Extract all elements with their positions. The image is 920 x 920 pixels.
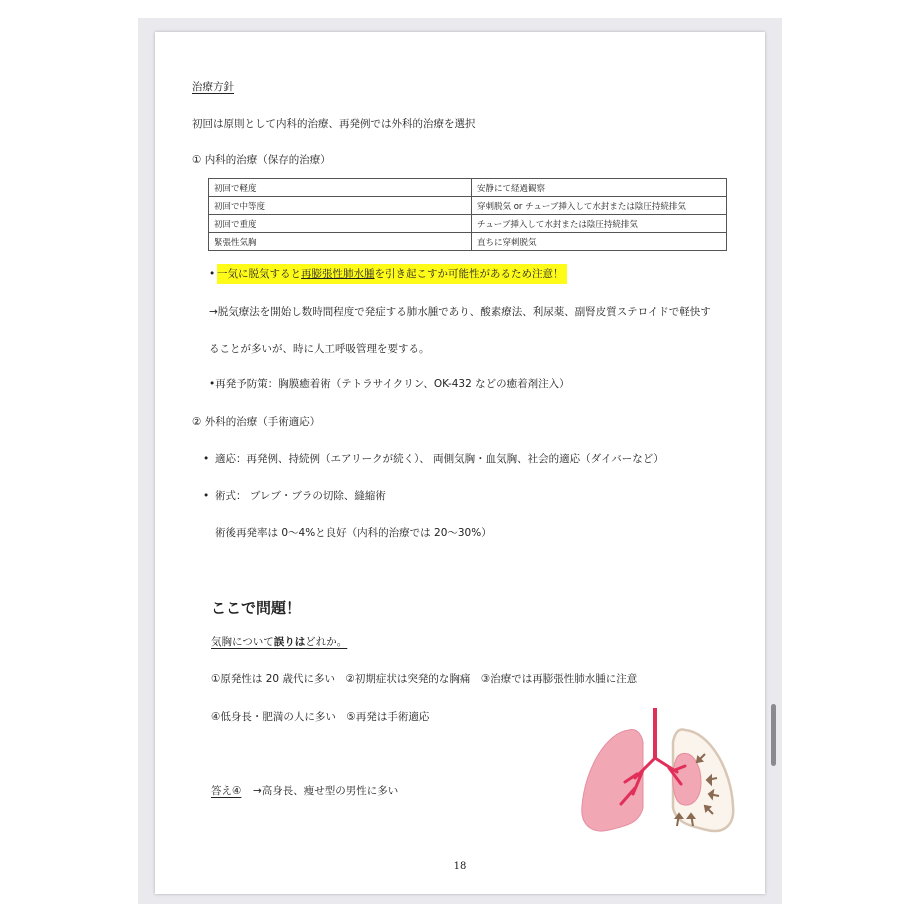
table-cell: 穿刺脱気 or チューブ挿入して水封または陰圧持続排気 (472, 197, 727, 215)
bullet-icon: • (203, 490, 210, 502)
warning-highlight (217, 264, 567, 284)
table-cell: 緊張性気胸 (209, 233, 472, 251)
treatment-table (208, 178, 727, 251)
indication-text: 適応：再発例、持続例（エアリークが続く）、 両側気胸・血気胸、社会的適応（ダイバーなど） (215, 453, 664, 465)
quiz-title: ここで問題！ (211, 599, 302, 617)
table-cell: 初回で中等度 (209, 197, 472, 215)
table-cell: 直ちに穿刺脱気 (472, 233, 727, 251)
table-cell: 初回で軽度 (209, 179, 472, 197)
quiz-options-line-1: ①原発性は 20 歳代に多い ②初期症状は突発的な胸痛 ③治療では再膨張性肺水腫に注意 (211, 673, 638, 685)
left-lung-icon (582, 730, 643, 832)
quiz-question-post: どれか。 (305, 636, 348, 648)
table-cell: 安静にて経過観察 (472, 179, 727, 197)
quiz-question (211, 635, 347, 649)
table-cell: 初回で重度 (209, 215, 472, 233)
answer-label: 答え④ (211, 785, 242, 797)
recurrence-text: 術後再発率は 0～4%と良好（内科的治療では 20～30%） (215, 527, 492, 539)
table-row (209, 233, 727, 251)
section-title: 治療方針 (192, 81, 234, 93)
page-number: 18 (453, 861, 467, 872)
lungs-pneumothorax-illustration (577, 708, 737, 838)
medical-heading: ① 内科的治療（保存的治療） (192, 154, 331, 166)
warning-text-post: を引き起こすか可能性があるため注意！ (374, 268, 564, 280)
procedure-text: 術式： ブレブ・ブラの切除、縫縮術 (215, 490, 386, 502)
table-row (209, 197, 727, 215)
surgical-heading: ② 外科的治療（手術適応） (192, 416, 321, 428)
table-row (209, 215, 727, 233)
answer-text: →高身長、痩せ型の男性に多い (253, 785, 399, 797)
document-page (155, 32, 765, 894)
table-row (209, 179, 727, 197)
explanation-line-1: →脱気療法を開始し数時間程度で発症する肺水腫であり、酸素療法、利尿薬、副腎皮質ステロイドで軽快す (209, 306, 711, 318)
explanation-line-2: ることが多いが、時に人工呼吸管理を要する。 (209, 343, 430, 355)
quiz-options-line-2: ④低身長・肥満の人に多い ⑤再発は手術適応 (211, 711, 430, 723)
bullet-icon: • (209, 268, 216, 280)
prevention-text: •再発予防策：胸膜癒着術（テトラサイクリン、OK-432 などの癒着剤注入） (209, 378, 570, 390)
vertical-scrollbar[interactable] (771, 704, 776, 766)
intro-text: 初回は原則として内科的治療、再発例では外科的治療を選択 (192, 118, 476, 130)
warning-term: 再膨張性肺水腫 (301, 268, 375, 280)
quiz-question-bold: 誤りは (273, 636, 306, 648)
bullet-icon: • (203, 453, 210, 465)
table-cell: チューブ挿入して水封または陰圧持続排気 (472, 215, 727, 233)
warning-text-pre: 一気に脱気すると (217, 268, 301, 280)
quiz-question-pre: 気胸について (211, 636, 274, 648)
